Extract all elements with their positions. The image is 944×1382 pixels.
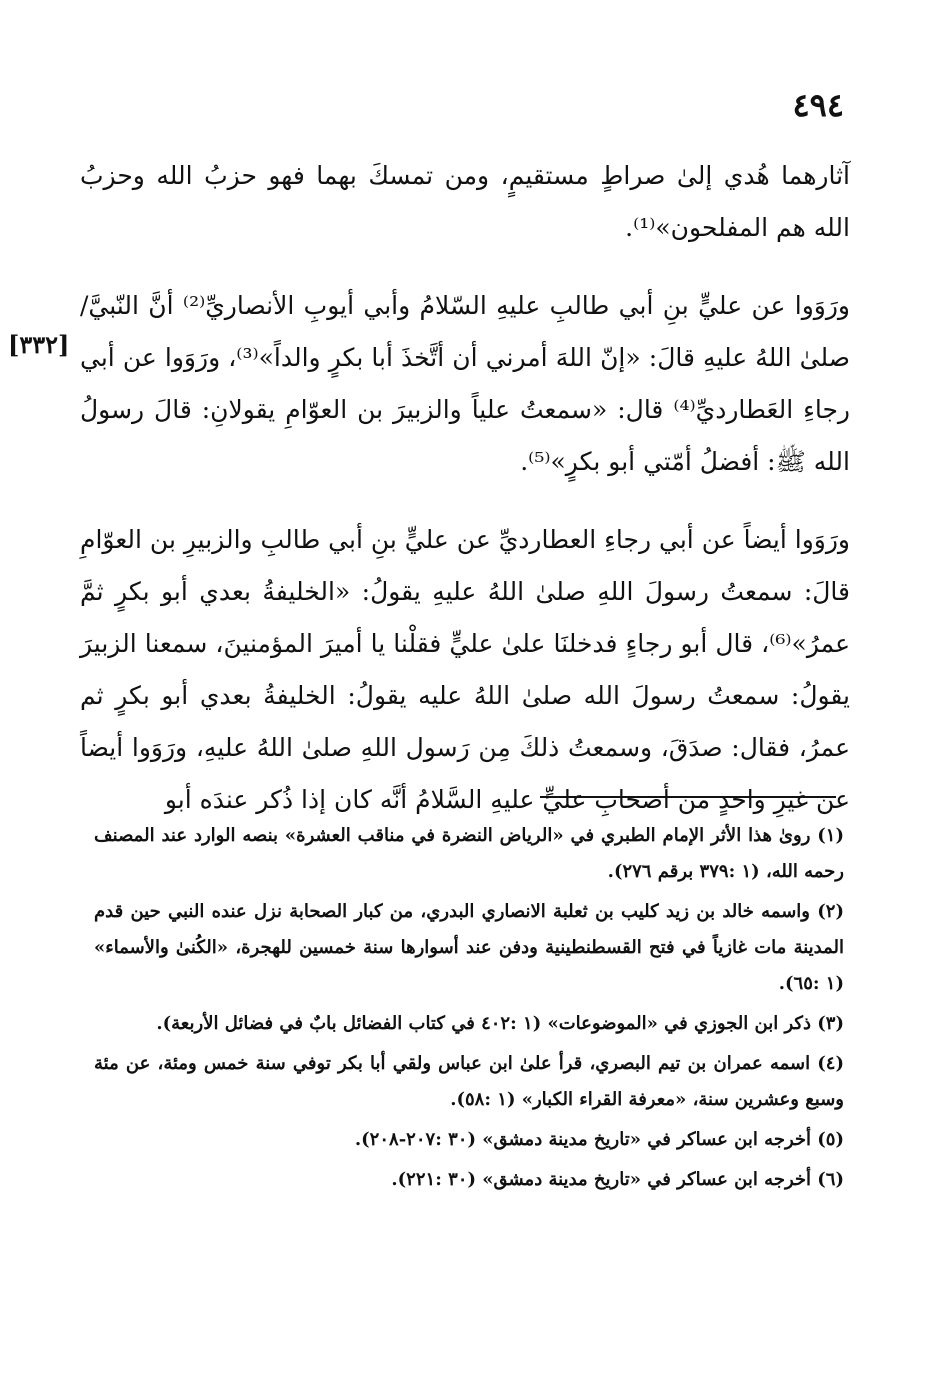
- paragraph: آثارهما هُدي إلىٰ صراطٍ مستقيمٍ، ومن تمسكَ بهما فهو حزبُ الله وحزبُ الله هم المفلحون»⁽¹⁾.: [80, 161, 850, 242]
- footnote: (١) روىٰ هذا الأثر الإمام الطبري في «الرياض النضرة في مناقب العشرة» بنصه الوارد عند المصنف رحمه الله، (١ :٣٧٩ برقم ٢٧٦).: [94, 825, 844, 882]
- page-number: ٤٩٤: [792, 86, 844, 124]
- paragraph: ورَوَوا أيضاً عن أبي رجاءِ العطارديِّ عن عليٍّ بنِ أبي طالبِ والزبيرِ بن العوّامِ قالَ: سمعتُ رسولَ اللهِ صلىٰ اللهُ عليهِ يقولُ: «الخليفةُ بعدي أبو بكرٍ ثمَّ عمرُ»⁽⁶⁾، قال أبو رجاءٍ فدخلنَا علىٰ عليٍّ فقلْنا يا أميرَ المؤمنينَ، سمعنا الزبيرَ يقولُ: سمعتُ رسولَ الله صلىٰ اللهُ عليه يقولُ: الخليفةُ بعدي أبو بكرٍ ثم عمرُ، فقال: صدَقَ، وسمعتُ ذلكَ مِن رَسول اللهِ صلىٰ اللهُ عليهِ، ورَوَوا أيضاً عن غيرِ واحدٍ من أصحابِ عليٍّ عليهِ السَّلامُ أنَّه كان إذا ذُكر عندَه أبو: [80, 525, 850, 814]
- paragraph: ورَوَوا عن عليٍّ بنِ أبي طالبِ عليهِ السّلامُ وأبي أيوبِ الأنصاريِّ⁽²⁾ أنَّ النّبيَّ/ صلىٰ اللهُ عليهِ قالَ: «إنّ اللهَ أمرني أن أتَّخذَ أبا بكرٍ والداً»⁽³⁾، ورَوَوا عن أبي رجاءِ العَطارديِّ⁽⁴⁾ قال: «سمعتُ علياً والزبيرَ بن العوّامِ يقولانِ: قالَ رسولُ الله ﷺ: أفضلُ أمّتي أبو بكرٍ»⁽⁵⁾.: [80, 291, 851, 476]
- footnote-separator: [540, 796, 836, 798]
- footnotes: [94, 818, 844, 1202]
- footnote: (٤) اسمه عمران بن تيم البصري، قرأ علىٰ ابن عباس ولقي أبا بكر توفي سنة خمس ومئة، عن مئة وسبع وعشرين سنة، «معرفة القراء الكبار» (١ :٥٨).: [94, 1053, 844, 1110]
- footnote: (٦) أخرجه ابن عساكر في «تاريخ مدينة دمشق» (٣٠ :٢٢١).: [391, 1169, 844, 1190]
- footnote: (٢) واسمه خالد بن زيد كليب بن ثعلبة الانصاري البدري، من كبار الصحابة نزل عنده النبي حين قدم المدينة مات غازياً في فتح القسطنطينية ودفن عند أسوارها سنة خمسين للهجرة، «الكُنىٰ والأسماء» (١ :٦٥).: [94, 901, 845, 994]
- footnote: (٥) أخرجه ابن عساكر في «تاريخ مدينة دمشق» (٣٠ :٢٠٧-٢٠٨).: [354, 1129, 844, 1150]
- paragraph-marker: [٣٣٢]: [8, 330, 70, 359]
- footnote: (٣) ذكر ابن الجوزي في «الموضوعات» (١ :٤٠٢ في كتاب الفضائل بابٌ في فضائل الأربعة).: [156, 1013, 844, 1034]
- main-text: [80, 150, 850, 852]
